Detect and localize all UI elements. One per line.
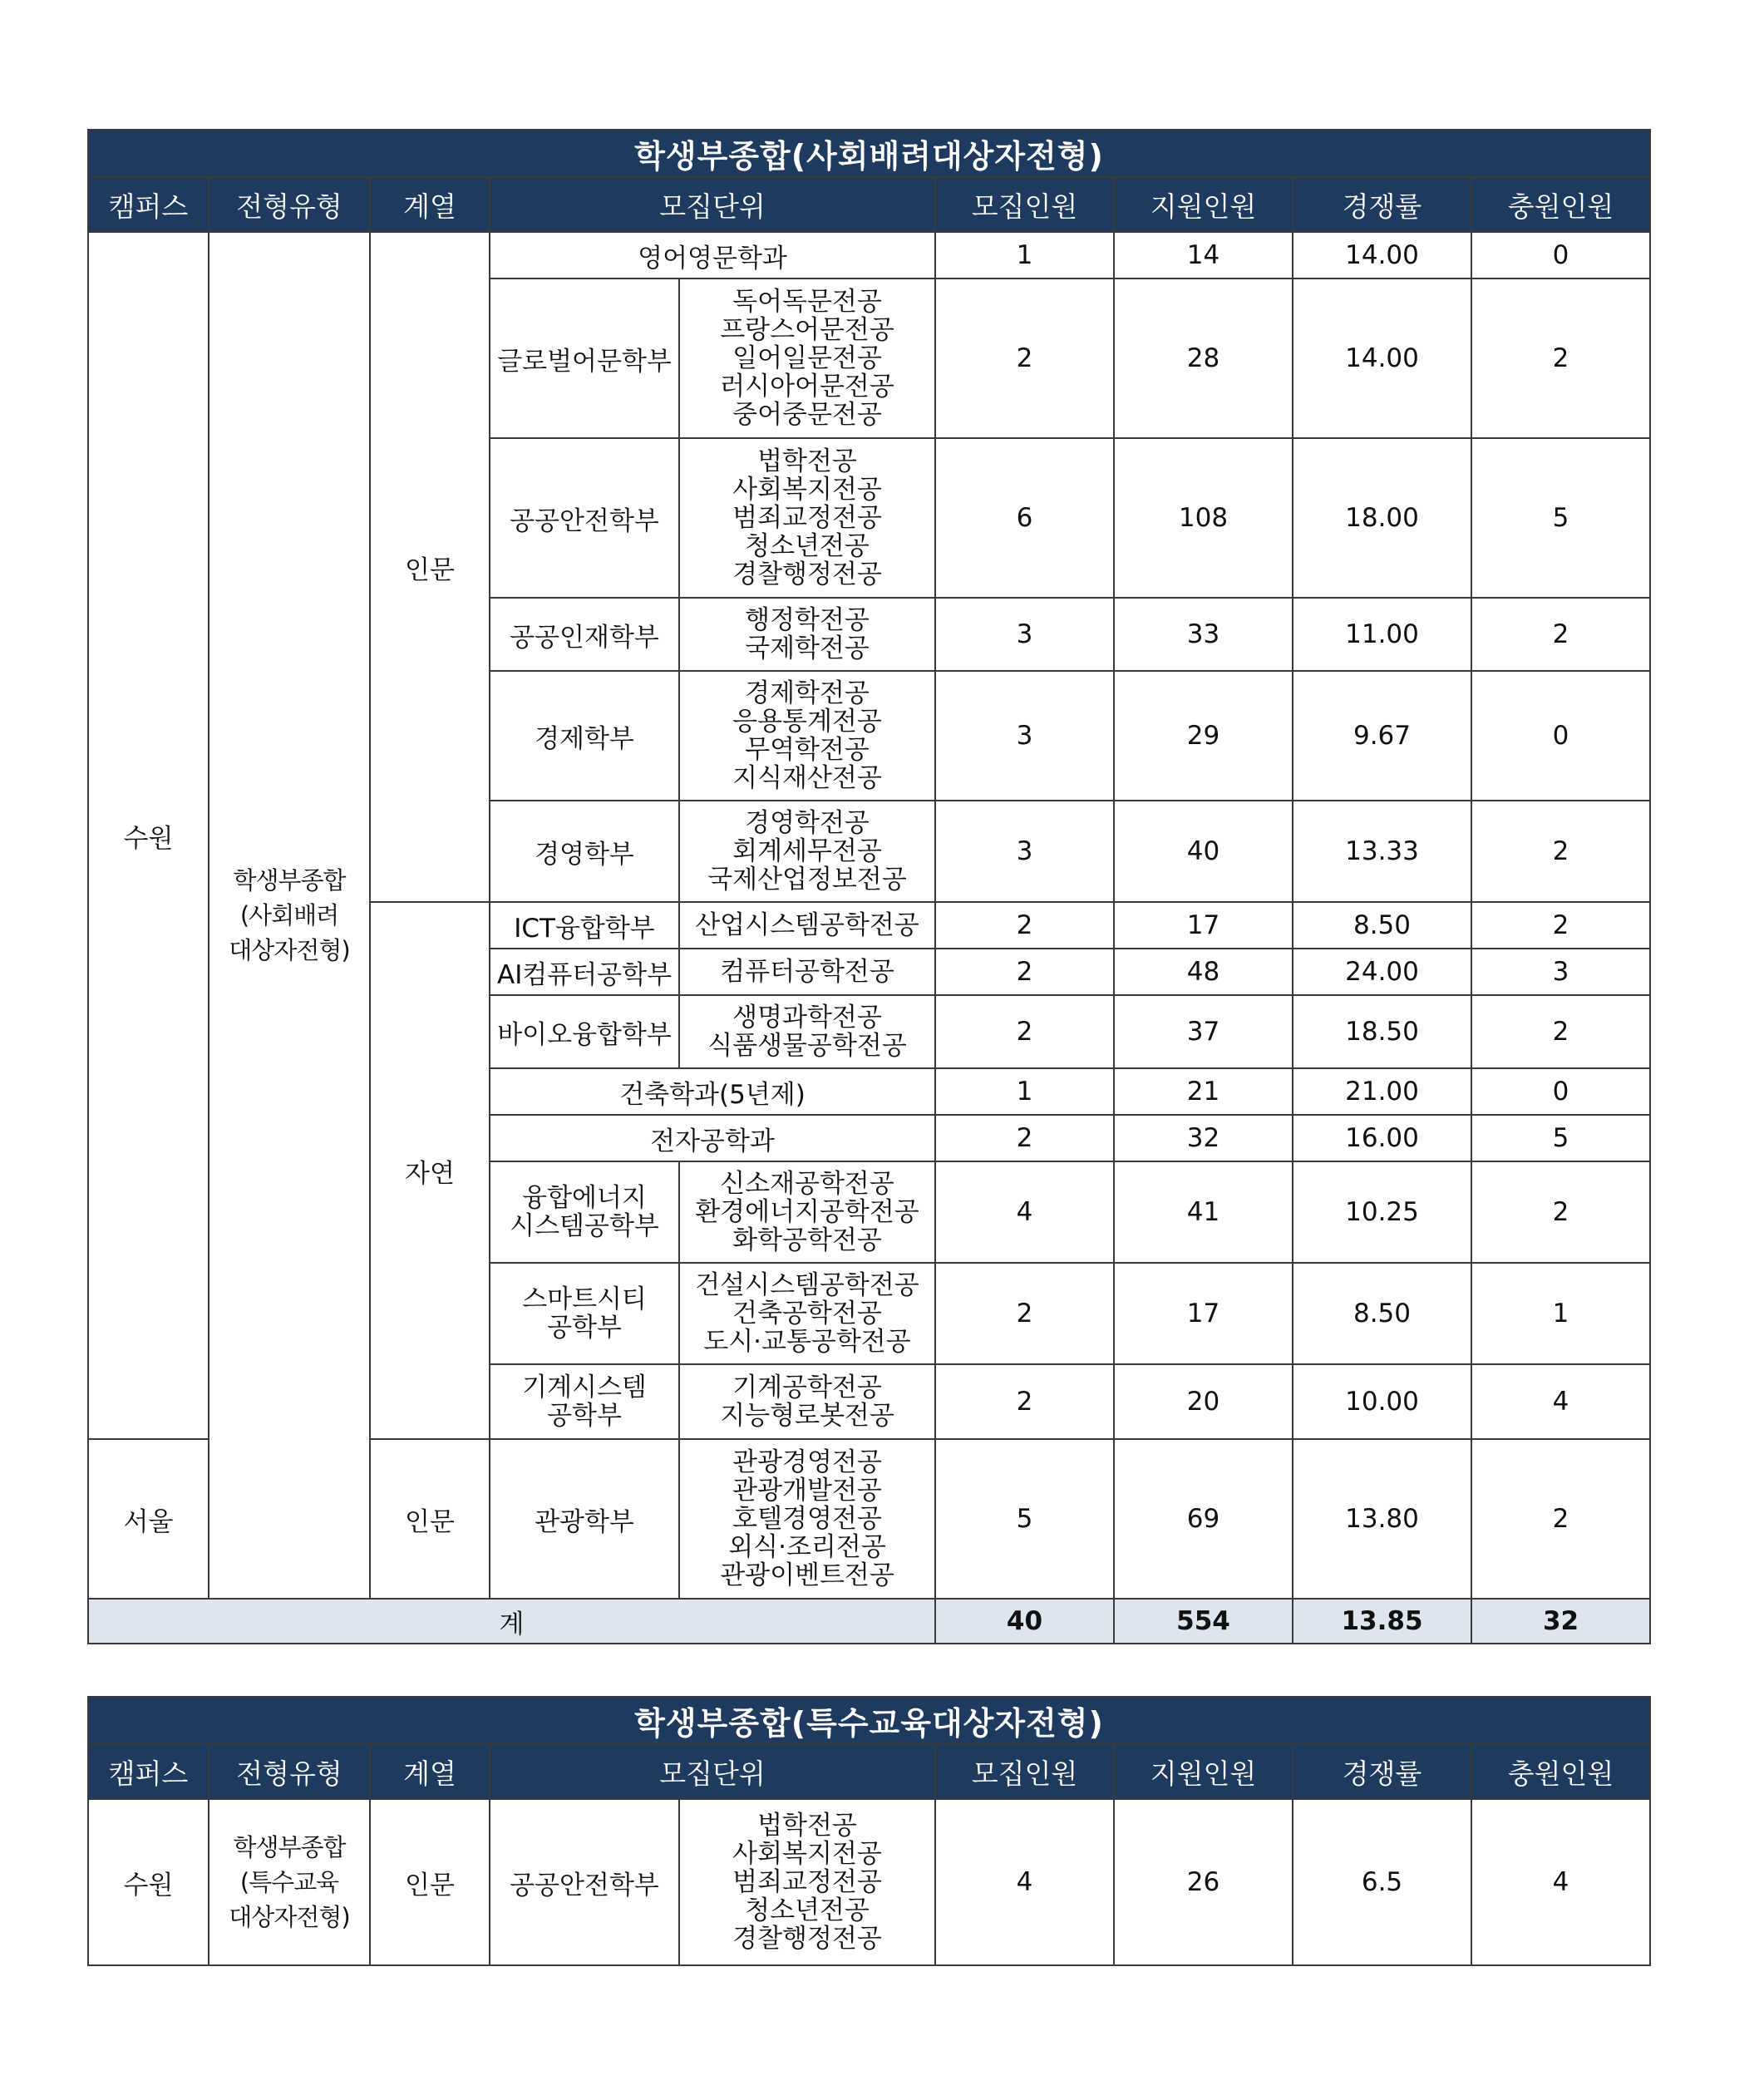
- quota-cell: 4: [935, 1161, 1114, 1263]
- header-unit: 모집단위: [490, 177, 935, 232]
- applicants-cell: 14: [1114, 232, 1293, 279]
- admission-table-social: [87, 129, 1651, 1644]
- header-filled: 충원인원: [1471, 177, 1650, 232]
- applicants-cell: 48: [1114, 949, 1293, 995]
- majors-cell: 경제학전공 응용통계전공 무역학전공 지식재산전공: [679, 671, 935, 801]
- filled-cell: 2: [1471, 279, 1650, 438]
- quota-cell: 2: [935, 279, 1114, 438]
- table-row: [88, 232, 1650, 279]
- filled-cell: 2: [1471, 1439, 1650, 1599]
- filled-cell: 4: [1471, 1799, 1650, 1965]
- majors-cell: 행정학전공 국제학전공: [679, 598, 935, 671]
- header-type: 전형유형: [209, 1744, 370, 1799]
- filled-cell: 1: [1471, 1263, 1650, 1364]
- unit-cell: 전자공학과: [490, 1115, 935, 1161]
- applicants-cell: 41: [1114, 1161, 1293, 1263]
- quota-cell: 6: [935, 438, 1114, 598]
- unit-cell: 경영학부: [490, 801, 679, 902]
- total-row: [88, 1599, 1650, 1644]
- majors-cell: 법학전공 사회복지전공 범죄교정전공 청소년전공 경찰행정전공: [679, 438, 935, 598]
- majors-cell: 신소재공학전공 환경에너지공학전공 화학공학전공: [679, 1161, 935, 1263]
- majors-cell: 경영학전공 회계세무전공 국제산업정보전공: [679, 801, 935, 902]
- header-campus: 캠퍼스: [88, 1744, 209, 1799]
- applicants-cell: 108: [1114, 438, 1293, 598]
- filled-cell: 2: [1471, 801, 1650, 902]
- unit-cell: 건축학과(5년제): [490, 1068, 935, 1115]
- ratio-cell: 13.33: [1293, 801, 1471, 902]
- filled-cell: 0: [1471, 1068, 1650, 1115]
- quota-cell: 3: [935, 598, 1114, 671]
- header-quota: 모집인원: [935, 1744, 1114, 1799]
- unit-cell: 글로벌어문학부: [490, 279, 679, 438]
- header-unit: 모집단위: [490, 1744, 935, 1799]
- ratio-cell: 18.50: [1293, 995, 1471, 1068]
- campus-cell: 수원: [88, 232, 209, 1439]
- unit-cell: ICT융합학부: [490, 902, 679, 949]
- field-cell: 자연: [370, 902, 490, 1439]
- table-title: 학생부종합(사회배려대상자전형): [88, 130, 1650, 177]
- quota-cell: 5: [935, 1439, 1114, 1599]
- ratio-cell: 8.50: [1293, 1263, 1471, 1364]
- filled-cell: 0: [1471, 671, 1650, 801]
- ratio-cell: 24.00: [1293, 949, 1471, 995]
- filled-cell: 3: [1471, 949, 1650, 995]
- header-type: 전형유형: [209, 177, 370, 232]
- unit-cell: 영어영문학과: [490, 232, 935, 279]
- campus-cell: 서울: [88, 1439, 209, 1599]
- header-ratio: 경쟁률: [1293, 1744, 1471, 1799]
- quota-cell: 2: [935, 1115, 1114, 1161]
- total-ratio: 13.85: [1293, 1599, 1471, 1644]
- applicants-cell: 20: [1114, 1364, 1293, 1439]
- quota-cell: 2: [935, 902, 1114, 949]
- applicants-cell: 69: [1114, 1439, 1293, 1599]
- admission-type-cell: 학생부종합 (특수교육 대상자전형): [209, 1799, 370, 1965]
- majors-cell: 기계공학전공 지능형로봇전공: [679, 1364, 935, 1439]
- majors-cell: 관광경영전공 관광개발전공 호텔경영전공 외식·조리전공 관광이벤트전공: [679, 1439, 935, 1599]
- header-applicants: 지원인원: [1114, 1744, 1293, 1799]
- majors-cell: 산업시스템공학전공: [679, 902, 935, 949]
- ratio-cell: 6.5: [1293, 1799, 1471, 1965]
- total-filled: 32: [1471, 1599, 1650, 1644]
- table-row: [88, 1799, 1650, 1965]
- campus-cell: 수원: [88, 1799, 209, 1965]
- quota-cell: 2: [935, 1364, 1114, 1439]
- unit-cell: 스마트시티 공학부: [490, 1263, 679, 1364]
- unit-cell: 공공인재학부: [490, 598, 679, 671]
- filled-cell: 4: [1471, 1364, 1650, 1439]
- ratio-cell: 16.00: [1293, 1115, 1471, 1161]
- applicants-cell: 17: [1114, 1263, 1293, 1364]
- total-quota: 40: [935, 1599, 1114, 1644]
- ratio-cell: 10.25: [1293, 1161, 1471, 1263]
- applicants-cell: 40: [1114, 801, 1293, 902]
- ratio-cell: 13.80: [1293, 1439, 1471, 1599]
- unit-cell: 공공안전학부: [490, 1799, 679, 1965]
- header-filled: 충원인원: [1471, 1744, 1650, 1799]
- admission-type-cell: 학생부종합 (사회배려 대상자전형): [209, 232, 370, 1599]
- quota-cell: 2: [935, 949, 1114, 995]
- field-cell: 인문: [370, 232, 490, 902]
- unit-cell: AI컴퓨터공학부: [490, 949, 679, 995]
- quota-cell: 2: [935, 995, 1114, 1068]
- majors-cell: 법학전공 사회복지전공 범죄교정전공 청소년전공 경찰행정전공: [679, 1799, 935, 1965]
- applicants-cell: 33: [1114, 598, 1293, 671]
- filled-cell: 5: [1471, 438, 1650, 598]
- ratio-cell: 10.00: [1293, 1364, 1471, 1439]
- admission-table-special-education: [87, 1696, 1651, 1966]
- ratio-cell: 14.00: [1293, 232, 1471, 279]
- header-ratio: 경쟁률: [1293, 177, 1471, 232]
- unit-cell: 관광학부: [490, 1439, 679, 1599]
- header-field: 계열: [370, 1744, 490, 1799]
- table-title: 학생부종합(특수교육대상자전형): [88, 1697, 1650, 1744]
- quota-cell: 4: [935, 1799, 1114, 1965]
- ratio-cell: 14.00: [1293, 279, 1471, 438]
- majors-cell: 건설시스템공학전공 건축공학전공 도시·교통공학전공: [679, 1263, 935, 1364]
- quota-cell: 1: [935, 232, 1114, 279]
- field-cell: 인문: [370, 1799, 490, 1965]
- header-applicants: 지원인원: [1114, 177, 1293, 232]
- filled-cell: 5: [1471, 1115, 1650, 1161]
- header-field: 계열: [370, 177, 490, 232]
- filled-cell: 0: [1471, 232, 1650, 279]
- header-quota: 모집인원: [935, 177, 1114, 232]
- filled-cell: 2: [1471, 1161, 1650, 1263]
- unit-cell: 경제학부: [490, 671, 679, 801]
- filled-cell: 2: [1471, 995, 1650, 1068]
- quota-cell: 3: [935, 671, 1114, 801]
- header-campus: 캠퍼스: [88, 177, 209, 232]
- quota-cell: 3: [935, 801, 1114, 902]
- filled-cell: 2: [1471, 598, 1650, 671]
- applicants-cell: 37: [1114, 995, 1293, 1068]
- total-label: 계: [88, 1599, 935, 1644]
- quota-cell: 1: [935, 1068, 1114, 1115]
- majors-cell: 독어독문전공 프랑스어문전공 일어일문전공 러시아어문전공 중어중문전공: [679, 279, 935, 438]
- applicants-cell: 32: [1114, 1115, 1293, 1161]
- applicants-cell: 17: [1114, 902, 1293, 949]
- applicants-cell: 29: [1114, 671, 1293, 801]
- ratio-cell: 21.00: [1293, 1068, 1471, 1115]
- unit-cell: 바이오융합학부: [490, 995, 679, 1068]
- ratio-cell: 9.67: [1293, 671, 1471, 801]
- field-cell: 인문: [370, 1439, 490, 1599]
- majors-cell: 컴퓨터공학전공: [679, 949, 935, 995]
- applicants-cell: 26: [1114, 1799, 1293, 1965]
- unit-cell: 융합에너지 시스템공학부: [490, 1161, 679, 1263]
- applicants-cell: 28: [1114, 279, 1293, 438]
- ratio-cell: 18.00: [1293, 438, 1471, 598]
- filled-cell: 2: [1471, 902, 1650, 949]
- majors-cell: 생명과학전공 식품생물공학전공: [679, 995, 935, 1068]
- quota-cell: 2: [935, 1263, 1114, 1364]
- unit-cell: 공공안전학부: [490, 438, 679, 598]
- applicants-cell: 21: [1114, 1068, 1293, 1115]
- ratio-cell: 11.00: [1293, 598, 1471, 671]
- total-applicants: 554: [1114, 1599, 1293, 1644]
- unit-cell: 기계시스템 공학부: [490, 1364, 679, 1439]
- ratio-cell: 8.50: [1293, 902, 1471, 949]
